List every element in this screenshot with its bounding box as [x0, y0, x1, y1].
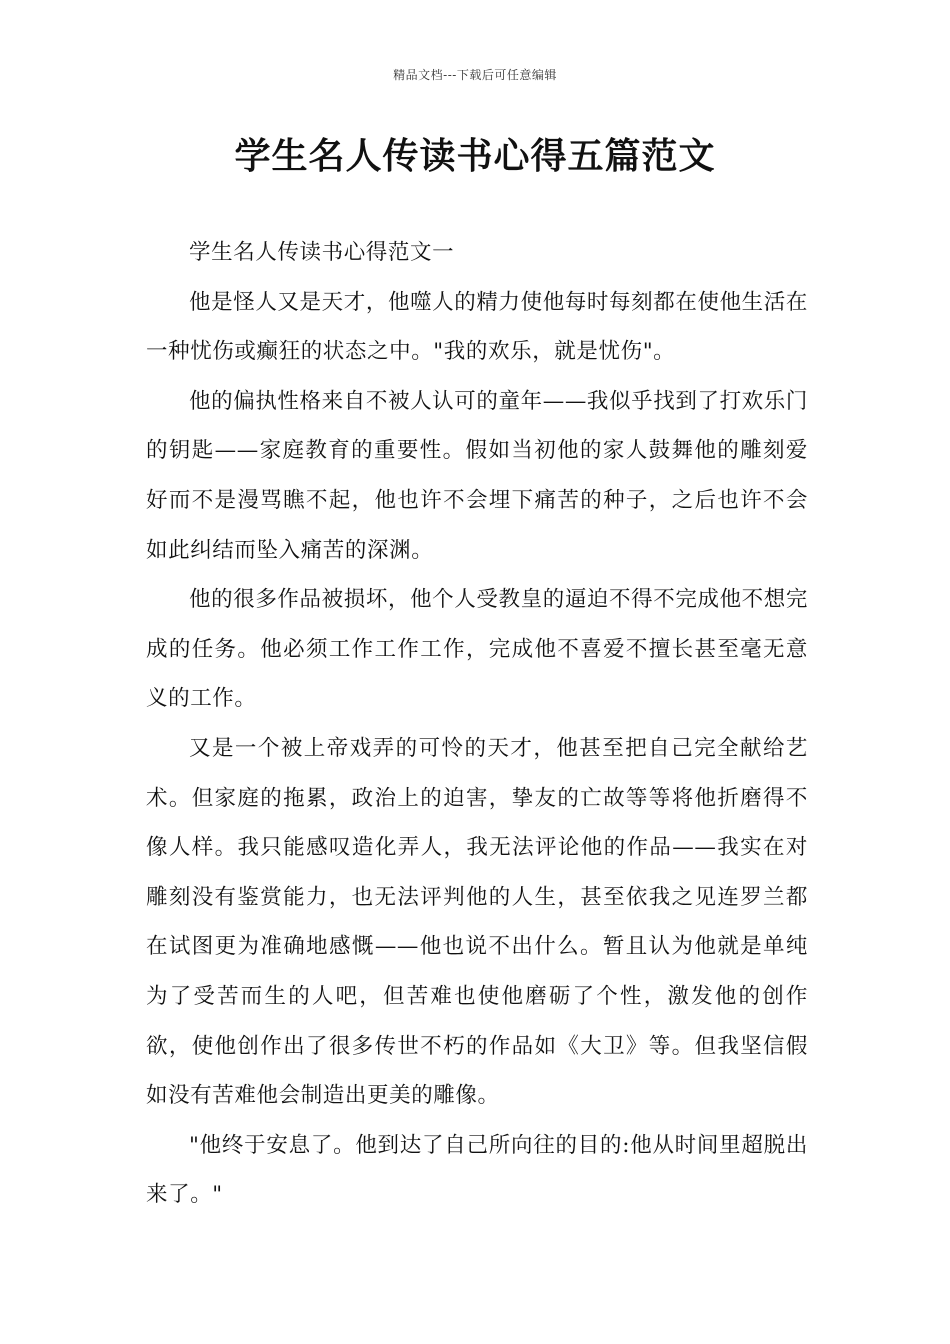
document-body	[146, 228, 808, 1220]
paragraph: 又是一个被上帝戏弄的可怜的天才，他甚至把自己完全献给艺术。但家庭的拖累，政治上的迫害，挚友的亡故等等将他折磨得不像人样。我只能感叹造化弄人，我无法评论他的作品——我实在对雕刻没有鉴赏能力，也无法评判他的人生，甚至依我之见连罗兰都在试图更为准确地感慨——他也说不出什么。暂且认为他就是单纯为了受苦而生的人吧，但苦难也使他磨砺了个性，激发他的创作欲，使他创作出了很多传世不朽的作品如《大卫》等。但我坚信假如没有苦难他会制造出更美的雕像。	[146, 735, 808, 1109]
paragraph: 他的很多作品被损坏，他个人受教皇的逼迫不得不完成他不想完成的任务。他必须工作工作工作，完成他不喜爱不擅长甚至毫无意义的工作。	[146, 587, 808, 712]
paragraph: 他的偏执性格来自不被人认可的童年——我似乎找到了打欢乐门的钥匙——家庭教育的重要性。假如当初他的家人鼓舞他的雕刻爱好而不是漫骂瞧不起，他也许不会埋下痛苦的种子，之后也许不会如此纠结而坠入痛苦的深渊。	[146, 388, 808, 563]
section-heading: 学生名人传读书心得范文一	[189, 240, 455, 265]
header-note: 精品文档---下载后可任意编辑	[393, 68, 557, 82]
document-title: 学生名人传读书心得五篇范文	[234, 135, 716, 177]
paragraph: 他是怪人又是天才，他噬人的精力使他每时每刻都在使他生活在一种忧伤或癫狂的状态之中。"我的欢乐，就是忧伤"。	[146, 289, 808, 365]
paragraph: "他终于安息了。他到达了自己所向往的目的:他从时间里超脱出来了。"	[146, 1132, 808, 1208]
